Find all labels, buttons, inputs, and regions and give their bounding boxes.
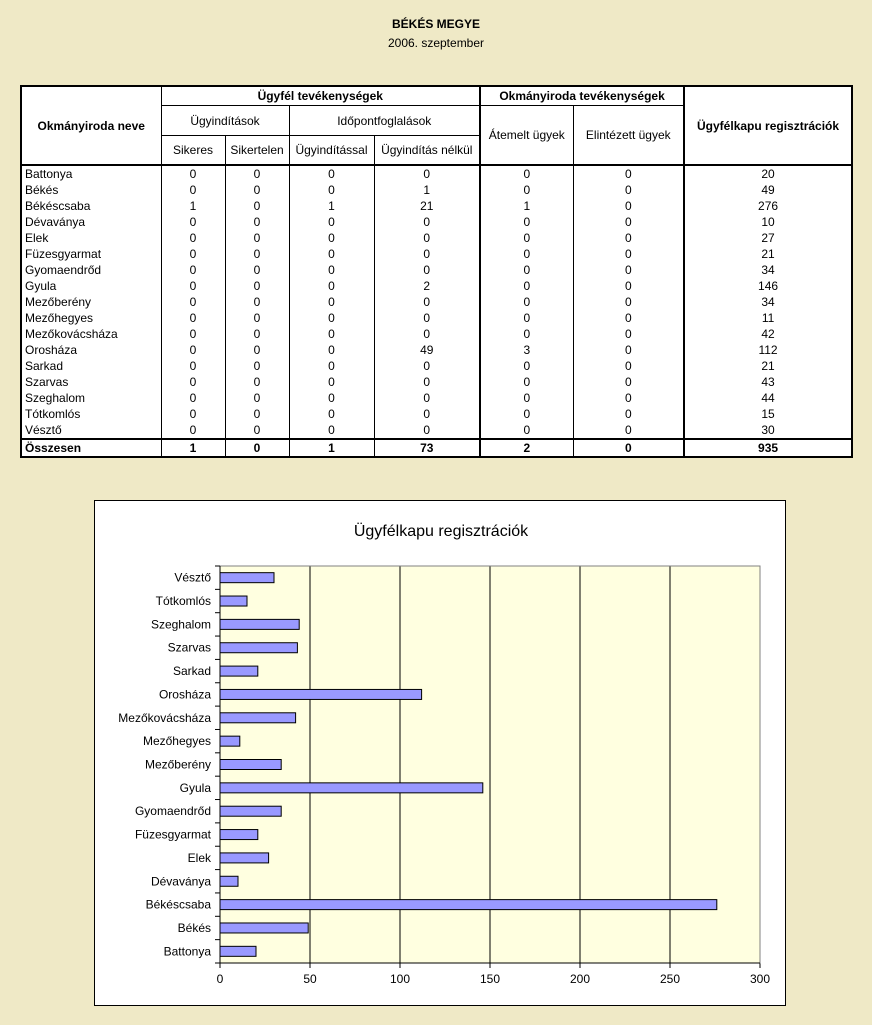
- table-row: [21, 214, 852, 230]
- with-initiation-cell: 0: [289, 278, 374, 294]
- table-row: [21, 406, 852, 422]
- without-initiation-cell: 0: [374, 358, 480, 374]
- table-row: [21, 310, 852, 326]
- unsuccessful-cell: 0: [225, 294, 289, 310]
- transferred-cell: 0: [480, 262, 573, 278]
- chart-frame: [94, 500, 786, 1006]
- unsuccessful-cell: 0: [225, 230, 289, 246]
- successful-cell: 0: [161, 406, 225, 422]
- registrations-cell: 43: [684, 374, 852, 390]
- unsuccessful-cell: 0: [225, 439, 289, 457]
- report-title: BÉKÉS MEGYE: [391, 17, 481, 31]
- unsuccessful-cell: 0: [225, 326, 289, 342]
- without-initiation-cell: 0: [374, 406, 480, 422]
- unsuccessful-cell: 0: [225, 182, 289, 198]
- with-initiation-cell: 0: [289, 214, 374, 230]
- settled-cell: 0: [573, 342, 684, 358]
- bar-8: [220, 760, 281, 770]
- with-initiation-cell: 0: [289, 310, 374, 326]
- registrations-cell: 112: [684, 342, 852, 358]
- with-initiation-cell: 0: [289, 262, 374, 278]
- without-initiation-cell: 0: [374, 310, 480, 326]
- office-name-cell: Dévaványa: [21, 214, 161, 230]
- unsuccessful-cell: 0: [225, 246, 289, 262]
- office-name-cell: Összesen: [21, 439, 161, 457]
- with-initiation-cell: 0: [289, 246, 374, 262]
- y-category-label: Füzesgyarmat: [134, 827, 211, 842]
- registrations-cell: 49: [684, 182, 852, 198]
- transferred-cell: 0: [480, 246, 573, 262]
- unsuccessful-cell: 0: [225, 342, 289, 358]
- table-row: [21, 278, 852, 294]
- y-category-label: Elek: [187, 850, 211, 865]
- registrations-cell: 34: [684, 294, 852, 310]
- bar-15: [220, 596, 247, 606]
- table-row: [21, 165, 852, 182]
- office-name-cell: Battonya: [21, 165, 161, 182]
- settled-cell: 0: [573, 182, 684, 198]
- table-row: [21, 246, 852, 262]
- settled-cell: 0: [573, 439, 684, 457]
- without-initiation-cell: 0: [374, 214, 480, 230]
- unsuccessful-cell: 0: [225, 390, 289, 406]
- settled-cell: 0: [573, 310, 684, 326]
- successful-cell: 0: [161, 342, 225, 358]
- y-category-label: Mezőhegyes: [142, 734, 211, 749]
- settled-cell: 0: [573, 246, 684, 262]
- y-category-label: Sarkad: [172, 664, 211, 679]
- settled-cell: 0: [573, 374, 684, 390]
- summary-table: [20, 85, 853, 458]
- with-initiation-cell: 0: [289, 230, 374, 246]
- registrations-cell: 21: [684, 246, 852, 262]
- registrations-cell: 10: [684, 214, 852, 230]
- successful-cell: 0: [161, 390, 225, 406]
- without-initiation-cell: 73: [374, 439, 480, 457]
- with-initiation-cell: 0: [289, 406, 374, 422]
- table-row: [21, 422, 852, 439]
- office-name-cell: Orosháza: [21, 342, 161, 358]
- successful-cell: 0: [161, 326, 225, 342]
- header-successful: Sikeres: [161, 136, 225, 166]
- transferred-cell: 1: [480, 198, 573, 214]
- successful-cell: 0: [161, 310, 225, 326]
- office-name-cell: Gyomaendrőd: [21, 262, 161, 278]
- transferred-cell: 0: [480, 230, 573, 246]
- bar-14: [220, 619, 299, 629]
- without-initiation-cell: 49: [374, 342, 480, 358]
- transferred-cell: 2: [480, 439, 573, 457]
- header-office-name: Okmányiroda neve: [21, 86, 161, 165]
- unsuccessful-cell: 0: [225, 358, 289, 374]
- y-category-label: Békéscsaba: [145, 897, 211, 912]
- successful-cell: 0: [161, 358, 225, 374]
- settled-cell: 0: [573, 422, 684, 439]
- successful-cell: 0: [161, 165, 225, 182]
- header-unsuccessful: Sikertelen: [225, 136, 289, 166]
- table-row: [21, 358, 852, 374]
- y-category-label: Szarvas: [167, 640, 211, 655]
- registrations-cell: 21: [684, 358, 852, 374]
- with-initiation-cell: 1: [289, 198, 374, 214]
- settled-cell: 0: [573, 230, 684, 246]
- successful-cell: 1: [161, 439, 225, 457]
- transferred-cell: 0: [480, 406, 573, 422]
- bar-13: [220, 643, 297, 653]
- successful-cell: 0: [161, 214, 225, 230]
- without-initiation-cell: 0: [374, 374, 480, 390]
- successful-cell: 0: [161, 182, 225, 198]
- bar-2: [220, 900, 717, 910]
- y-category-label: Békés: [177, 920, 211, 935]
- transferred-cell: 0: [480, 422, 573, 439]
- registrations-cell: 146: [684, 278, 852, 294]
- office-name-cell: Békés: [21, 182, 161, 198]
- without-initiation-cell: 21: [374, 198, 480, 214]
- with-initiation-cell: 0: [289, 342, 374, 358]
- registrations-cell: 44: [684, 390, 852, 406]
- with-initiation-cell: 0: [289, 165, 374, 182]
- y-category-label: Dévaványa: [150, 874, 211, 889]
- without-initiation-cell: 2: [374, 278, 480, 294]
- header-appointments: Időpontfoglalások: [289, 106, 480, 136]
- bar-6: [220, 806, 281, 816]
- registrations-cell: 276: [684, 198, 852, 214]
- unsuccessful-cell: 0: [225, 422, 289, 439]
- bar-5: [220, 830, 258, 840]
- header-office-activities: Okmányiroda tevékenységek: [480, 86, 684, 106]
- with-initiation-cell: 0: [289, 374, 374, 390]
- unsuccessful-cell: 0: [225, 214, 289, 230]
- office-name-cell: Sarkad: [21, 358, 161, 374]
- bar-10: [220, 713, 296, 723]
- header-settled-cases: Elintézett ügyek: [573, 106, 684, 166]
- y-category-label: Gyula: [179, 780, 211, 795]
- y-category-label: Orosháza: [158, 687, 211, 702]
- transferred-cell: 0: [480, 214, 573, 230]
- table-row: [21, 198, 852, 214]
- table-row: [21, 182, 852, 198]
- header-transferred-cases: Átemelt ügyek: [480, 106, 573, 166]
- x-tick-label: 100: [389, 972, 411, 986]
- without-initiation-cell: 0: [374, 294, 480, 310]
- header-without-initiation: Ügyindítás nélkül: [374, 136, 480, 166]
- table-body: [21, 165, 852, 457]
- total-row: [21, 439, 852, 457]
- without-initiation-cell: 0: [374, 165, 480, 182]
- bar-11: [220, 689, 422, 699]
- with-initiation-cell: 0: [289, 294, 374, 310]
- without-initiation-cell: 0: [374, 262, 480, 278]
- table-row: [21, 294, 852, 310]
- office-name-cell: Gyula: [21, 278, 161, 294]
- unsuccessful-cell: 0: [225, 278, 289, 294]
- transferred-cell: 0: [480, 310, 573, 326]
- x-tick-label: 250: [659, 972, 681, 986]
- unsuccessful-cell: 0: [225, 198, 289, 214]
- without-initiation-cell: 1: [374, 182, 480, 198]
- settled-cell: 0: [573, 165, 684, 182]
- office-name-cell: Vésztő: [21, 422, 161, 439]
- header-client-gate-registrations: Ügyfélkapu regisztrációk: [684, 86, 852, 165]
- bar-chart: [95, 501, 785, 1005]
- settled-cell: 0: [573, 278, 684, 294]
- y-category-label: Mezőkovácsháza: [118, 710, 211, 725]
- registrations-cell: 935: [684, 439, 852, 457]
- bar-7: [220, 783, 483, 793]
- office-name-cell: Békéscsaba: [21, 198, 161, 214]
- bar-3: [220, 876, 238, 886]
- unsuccessful-cell: 0: [225, 406, 289, 422]
- registrations-cell: 11: [684, 310, 852, 326]
- table-row: [21, 230, 852, 246]
- registrations-cell: 15: [684, 406, 852, 422]
- without-initiation-cell: 0: [374, 230, 480, 246]
- bar-0: [220, 946, 256, 956]
- transferred-cell: 0: [480, 358, 573, 374]
- transferred-cell: 0: [480, 278, 573, 294]
- without-initiation-cell: 0: [374, 390, 480, 406]
- y-category-label: Mezőberény: [144, 757, 211, 772]
- header-with-initiation: Ügyindítással: [289, 136, 374, 166]
- table-row: [21, 342, 852, 358]
- office-name-cell: Füzesgyarmat: [21, 246, 161, 262]
- y-category-label: Battonya: [163, 944, 211, 959]
- registrations-cell: 34: [684, 262, 852, 278]
- y-category-label: Szeghalom: [150, 617, 211, 632]
- registrations-cell: 27: [684, 230, 852, 246]
- unsuccessful-cell: 0: [225, 165, 289, 182]
- y-category-label: Tótkomlós: [155, 594, 211, 609]
- office-name-cell: Szarvas: [21, 374, 161, 390]
- bar-16: [220, 573, 274, 583]
- office-name-cell: Mezőberény: [21, 294, 161, 310]
- settled-cell: 0: [573, 262, 684, 278]
- office-name-cell: Mezőhegyes: [21, 310, 161, 326]
- settled-cell: 0: [573, 390, 684, 406]
- x-tick-label: 150: [479, 972, 501, 986]
- settled-cell: 0: [573, 406, 684, 422]
- x-tick-label: 200: [569, 972, 591, 986]
- header-client-activities: Ügyfél tevékenységek: [161, 86, 480, 106]
- table-row: [21, 390, 852, 406]
- with-initiation-cell: 0: [289, 358, 374, 374]
- without-initiation-cell: 0: [374, 326, 480, 342]
- settled-cell: 0: [573, 214, 684, 230]
- x-tick-label: 300: [749, 972, 771, 986]
- registrations-cell: 42: [684, 326, 852, 342]
- with-initiation-cell: 1: [289, 439, 374, 457]
- unsuccessful-cell: 0: [225, 310, 289, 326]
- x-tick-label: 0: [216, 972, 224, 986]
- successful-cell: 0: [161, 262, 225, 278]
- successful-cell: 0: [161, 294, 225, 310]
- report-subtitle: 2006. szeptember: [387, 36, 485, 50]
- settled-cell: 0: [573, 326, 684, 342]
- settled-cell: 0: [573, 358, 684, 374]
- without-initiation-cell: 0: [374, 422, 480, 439]
- successful-cell: 0: [161, 374, 225, 390]
- registrations-cell: 20: [684, 165, 852, 182]
- office-name-cell: Tótkomlós: [21, 406, 161, 422]
- transferred-cell: 3: [480, 342, 573, 358]
- transferred-cell: 0: [480, 294, 573, 310]
- registrations-cell: 30: [684, 422, 852, 439]
- unsuccessful-cell: 0: [225, 374, 289, 390]
- transferred-cell: 0: [480, 165, 573, 182]
- unsuccessful-cell: 0: [225, 262, 289, 278]
- successful-cell: 0: [161, 230, 225, 246]
- y-category-label: Vésztő: [174, 570, 211, 585]
- chart-title: Ügyfélkapu regisztrációk: [353, 523, 529, 540]
- bar-9: [220, 736, 240, 746]
- office-name-cell: Mezőkovácsháza: [21, 326, 161, 342]
- x-tick-label: 50: [303, 972, 317, 986]
- bar-4: [220, 853, 269, 863]
- table-row: [21, 262, 852, 278]
- table-row: [21, 326, 852, 342]
- with-initiation-cell: 0: [289, 390, 374, 406]
- transferred-cell: 0: [480, 374, 573, 390]
- successful-cell: 0: [161, 246, 225, 262]
- without-initiation-cell: 0: [374, 246, 480, 262]
- bar-12: [220, 666, 258, 676]
- settled-cell: 0: [573, 198, 684, 214]
- transferred-cell: 0: [480, 182, 573, 198]
- header-case-initiations: Ügyindítások: [161, 106, 289, 136]
- y-category-label: Gyomaendrőd: [134, 804, 211, 819]
- successful-cell: 0: [161, 422, 225, 439]
- office-name-cell: Elek: [21, 230, 161, 246]
- transferred-cell: 0: [480, 390, 573, 406]
- successful-cell: 1: [161, 198, 225, 214]
- successful-cell: 0: [161, 278, 225, 294]
- bar-1: [220, 923, 308, 933]
- settled-cell: 0: [573, 294, 684, 310]
- with-initiation-cell: 0: [289, 326, 374, 342]
- table-row: [21, 374, 852, 390]
- office-name-cell: Szeghalom: [21, 390, 161, 406]
- with-initiation-cell: 0: [289, 422, 374, 439]
- with-initiation-cell: 0: [289, 182, 374, 198]
- transferred-cell: 0: [480, 326, 573, 342]
